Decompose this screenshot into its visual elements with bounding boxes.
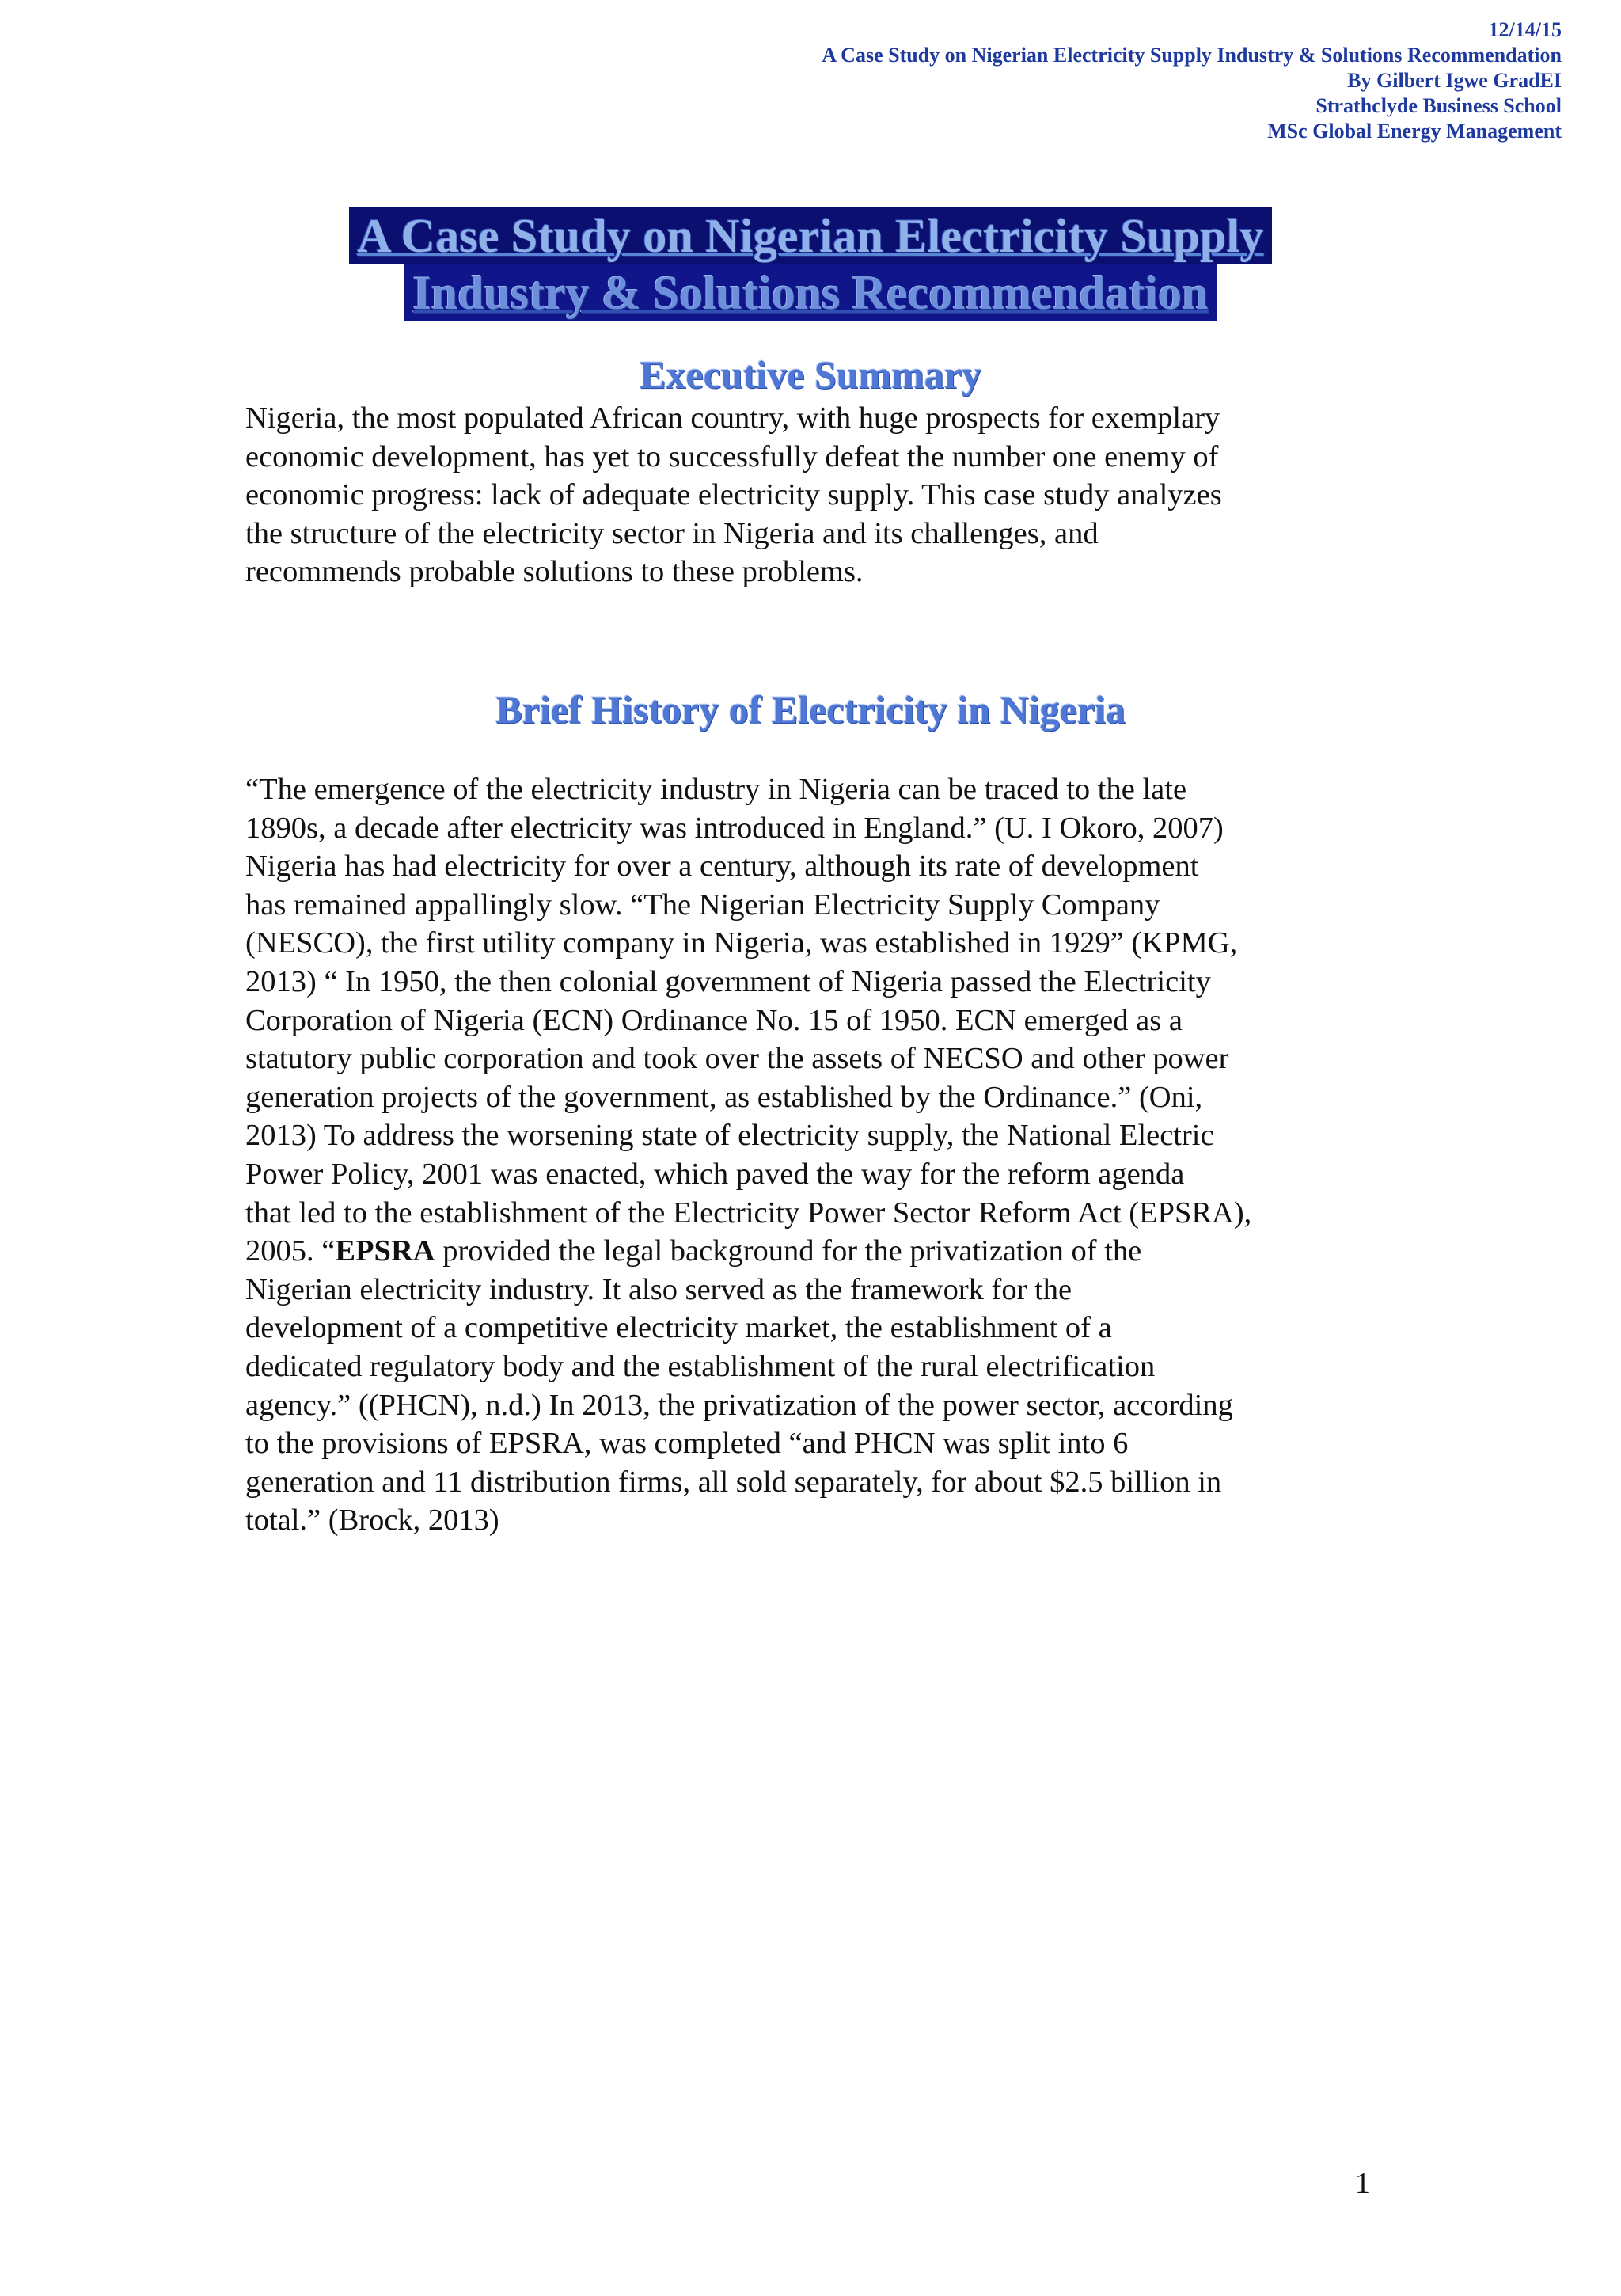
- paragraph-line: 2013) “ In 1950, the then colonial government of Nigeria passed the Electricity: [245, 964, 1211, 998]
- line-text: 2005. “: [245, 1234, 336, 1268]
- paragraph-line: Power Policy, 2001 was enacted, which paved the way for the reform agenda: [245, 1157, 1185, 1191]
- paragraph-line: 1890s, a decade after electricity was introduced in England.” (U. I Okoro, 2007): [245, 811, 1224, 845]
- document-title-line-2: Industry & Solutions Recommendation: [404, 264, 1216, 321]
- paragraph-line: Nigeria has had electricity for over a century, although its rate of development: [245, 850, 1199, 884]
- paragraph-line: Nigerian electricity industry. It also served as the framework for the: [245, 1272, 1072, 1306]
- paragraph-line: economic development, has yet to successfully defeat the number one enemy of: [245, 439, 1219, 473]
- paragraph-line: development of a competitive electricity market, the establishment of a: [245, 1311, 1112, 1345]
- running-header: [533, 17, 1562, 144]
- paragraph-line: agency.” ((PHCN), n.d.) In 2013, the privatization of the power sector, according: [245, 1388, 1233, 1422]
- paragraph-line: that led to the establishment of the Electricity Power Sector Reform Act (EPSRA),: [245, 1196, 1252, 1230]
- paragraph-line: statutory public corporation and took over the assets of NECSO and other power: [245, 1042, 1229, 1076]
- paragraph-line: (NESCO), the first utility company in Nigeria, was established in 1929” (KPMG,: [245, 926, 1238, 960]
- paragraph-line: 2013) To address the worsening state of electricity supply, the National Electric: [245, 1119, 1214, 1153]
- paragraph-line: dedicated regulatory body and the establishment of the rural electrification: [245, 1349, 1156, 1383]
- paragraph-line: generation and 11 distribution firms, all sold separately, for about $2.5 billion in: [245, 1465, 1222, 1499]
- paragraph-line: economic progress: lack of adequate electricity supply. This case study analyzes: [245, 478, 1222, 512]
- executive-summary-heading: Executive Summary: [640, 352, 981, 397]
- history-paragraph: [245, 770, 1377, 1540]
- paragraph-line: Nigeria, the most populated African country, with huge prospects for exemplary: [245, 401, 1220, 435]
- document-title-line-1: A Case Study on Nigerian Electricity Supply: [349, 207, 1271, 264]
- page-number: 1: [1355, 2167, 1370, 2200]
- header-author: By Gilbert Igwe GradEI: [1347, 69, 1562, 92]
- executive-summary-paragraph: [245, 399, 1377, 591]
- header-school: Strathclyde Business School: [1315, 94, 1562, 117]
- paragraph-line: has remained appallingly slow. “The Nigerian Electricity Supply Company: [245, 888, 1160, 922]
- paragraph-line: to the provisions of EPSRA, was completed “and PHCN was split into 6: [245, 1427, 1129, 1461]
- paragraph-line: Corporation of Nigeria (ECN) Ordinance No. 15 of 1950. ECN emerged as a: [245, 1003, 1183, 1037]
- header-program: MSc Global Energy Management: [1267, 120, 1562, 143]
- header-date: 12/14/15: [1488, 18, 1562, 41]
- paragraph-line: the structure of the electricity sector in Nigeria and its challenges, and: [245, 516, 1099, 550]
- paragraph-line: total.” (Brock, 2013): [245, 1503, 499, 1538]
- document-title: [0, 207, 1621, 321]
- history-heading: Brief History of Electricity in Nigeria: [495, 687, 1126, 732]
- paragraph-line-with-bold: [245, 1232, 1377, 1271]
- header-title: A Case Study on Nigerian Electricity Supply Industry & Solutions Recommendation: [822, 44, 1562, 67]
- paragraph-line: “The emergence of the electricity industry in Nigeria can be traced to the late: [245, 773, 1187, 806]
- paragraph-line: generation projects of the government, as established by the Ordinance.” (Oni,: [245, 1080, 1203, 1114]
- paragraph-line: recommends probable solutions to these problems.: [245, 555, 864, 589]
- line-text: provided the legal background for the privatization of the: [435, 1234, 1142, 1268]
- bold-term-epsra: EPSRA: [335, 1234, 435, 1268]
